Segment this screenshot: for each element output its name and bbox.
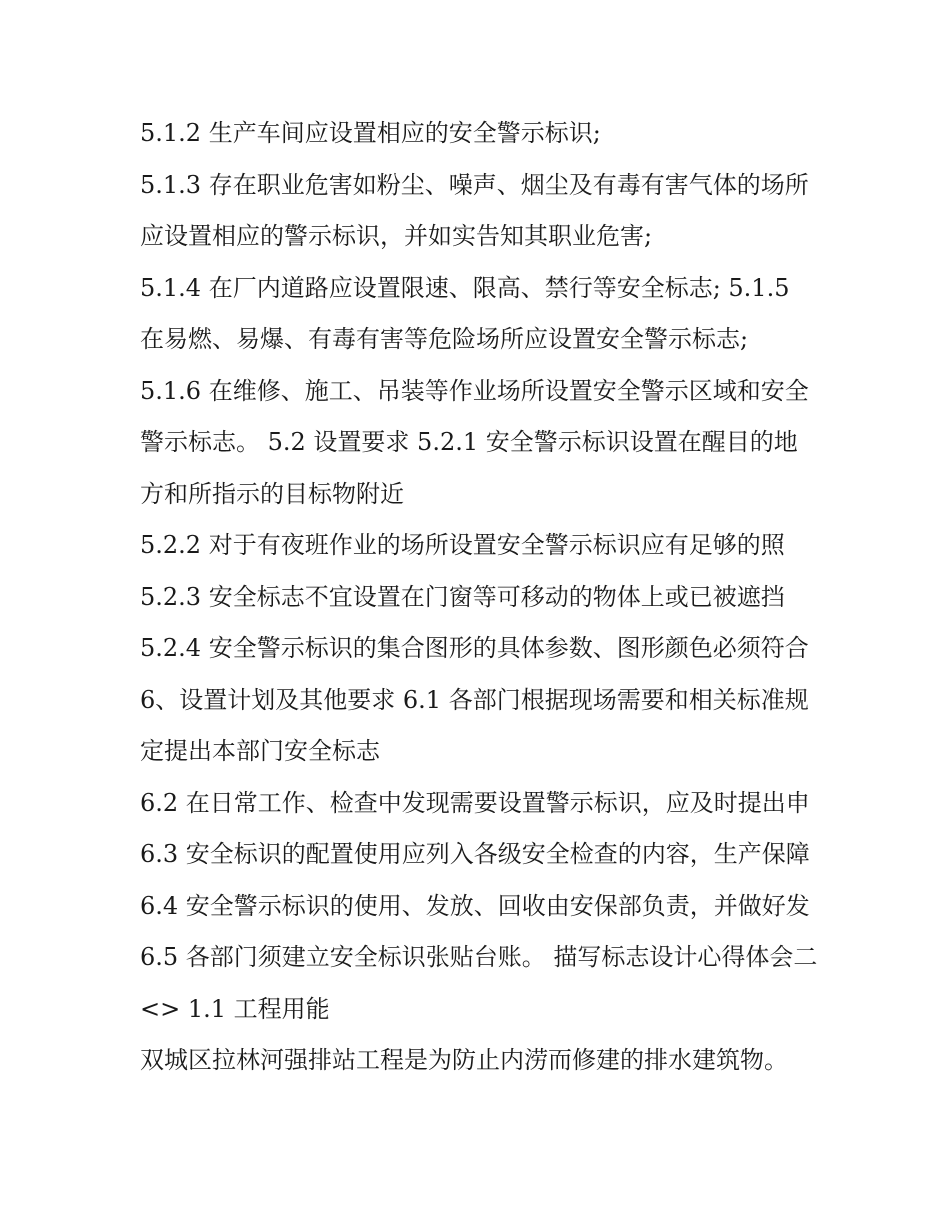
paragraph-5-1-4: 5.1.4 在厂内道路应设置限速、限高、禁行等安全标志; 5.1.5 在易燃、易爆、有毒有害等危险场所应设置安全警示标志; — [140, 273, 790, 353]
paragraph-5-1-6: 5.1.6 在维修、施工、吊装等作业场所设置安全警示区域和安全警示标志。 5.2 设置要求 5.2.1 安全警示标识设置在醒目的地方和所指示的目标物附近 — [140, 376, 809, 508]
paragraph-6-4: 6.4 安全警示标识的使用、发放、回收由安保部负责，并做好发 6.5 各部门须建立安全标识张贴台账。 描写标志设计心得体会二 <> 1.1 工程用能 — [140, 891, 818, 1023]
paragraph-6-2: 6.2 在日常工作、检查中发现需要设置警示标识，应及时提出申 6.3 安全标识的配置使用应列入各级安全检查的内容，生产保障 — [140, 788, 810, 868]
document-page — [140, 108, 820, 1087]
paragraph-5-1-3: 5.1.3 存在职业危害如粉尘、噪声、烟尘及有毒有害气体的场所应设置相应的警示标识，并如实告知其职业危害; — [140, 170, 809, 250]
paragraph-5-2-2: 5.2.2 对于有夜班作业的场所设置安全警示标识应有足够的照 — [140, 531, 785, 559]
paragraph-5-1-2: 5.1.2 生产车间应设置相应的安全警示标识; — [140, 119, 601, 147]
paragraph-5-2-3: 5.2.3 安全标志不宜设置在门窗等可移动的物体上或已被遮挡 — [140, 582, 785, 611]
paragraph-project-intro: 双城区拉林河强排站工程是为防止内涝而修建的排水建筑物。 — [140, 1046, 788, 1074]
paragraph-5-2-4: 5.2.4 安全警示标识的集合图形的具体参数、图形颜色必须符合 6、设置计划及其他要求 6.1 各部门根据现场需要和相关标准规定提出本部门安全标志 — [140, 634, 809, 765]
